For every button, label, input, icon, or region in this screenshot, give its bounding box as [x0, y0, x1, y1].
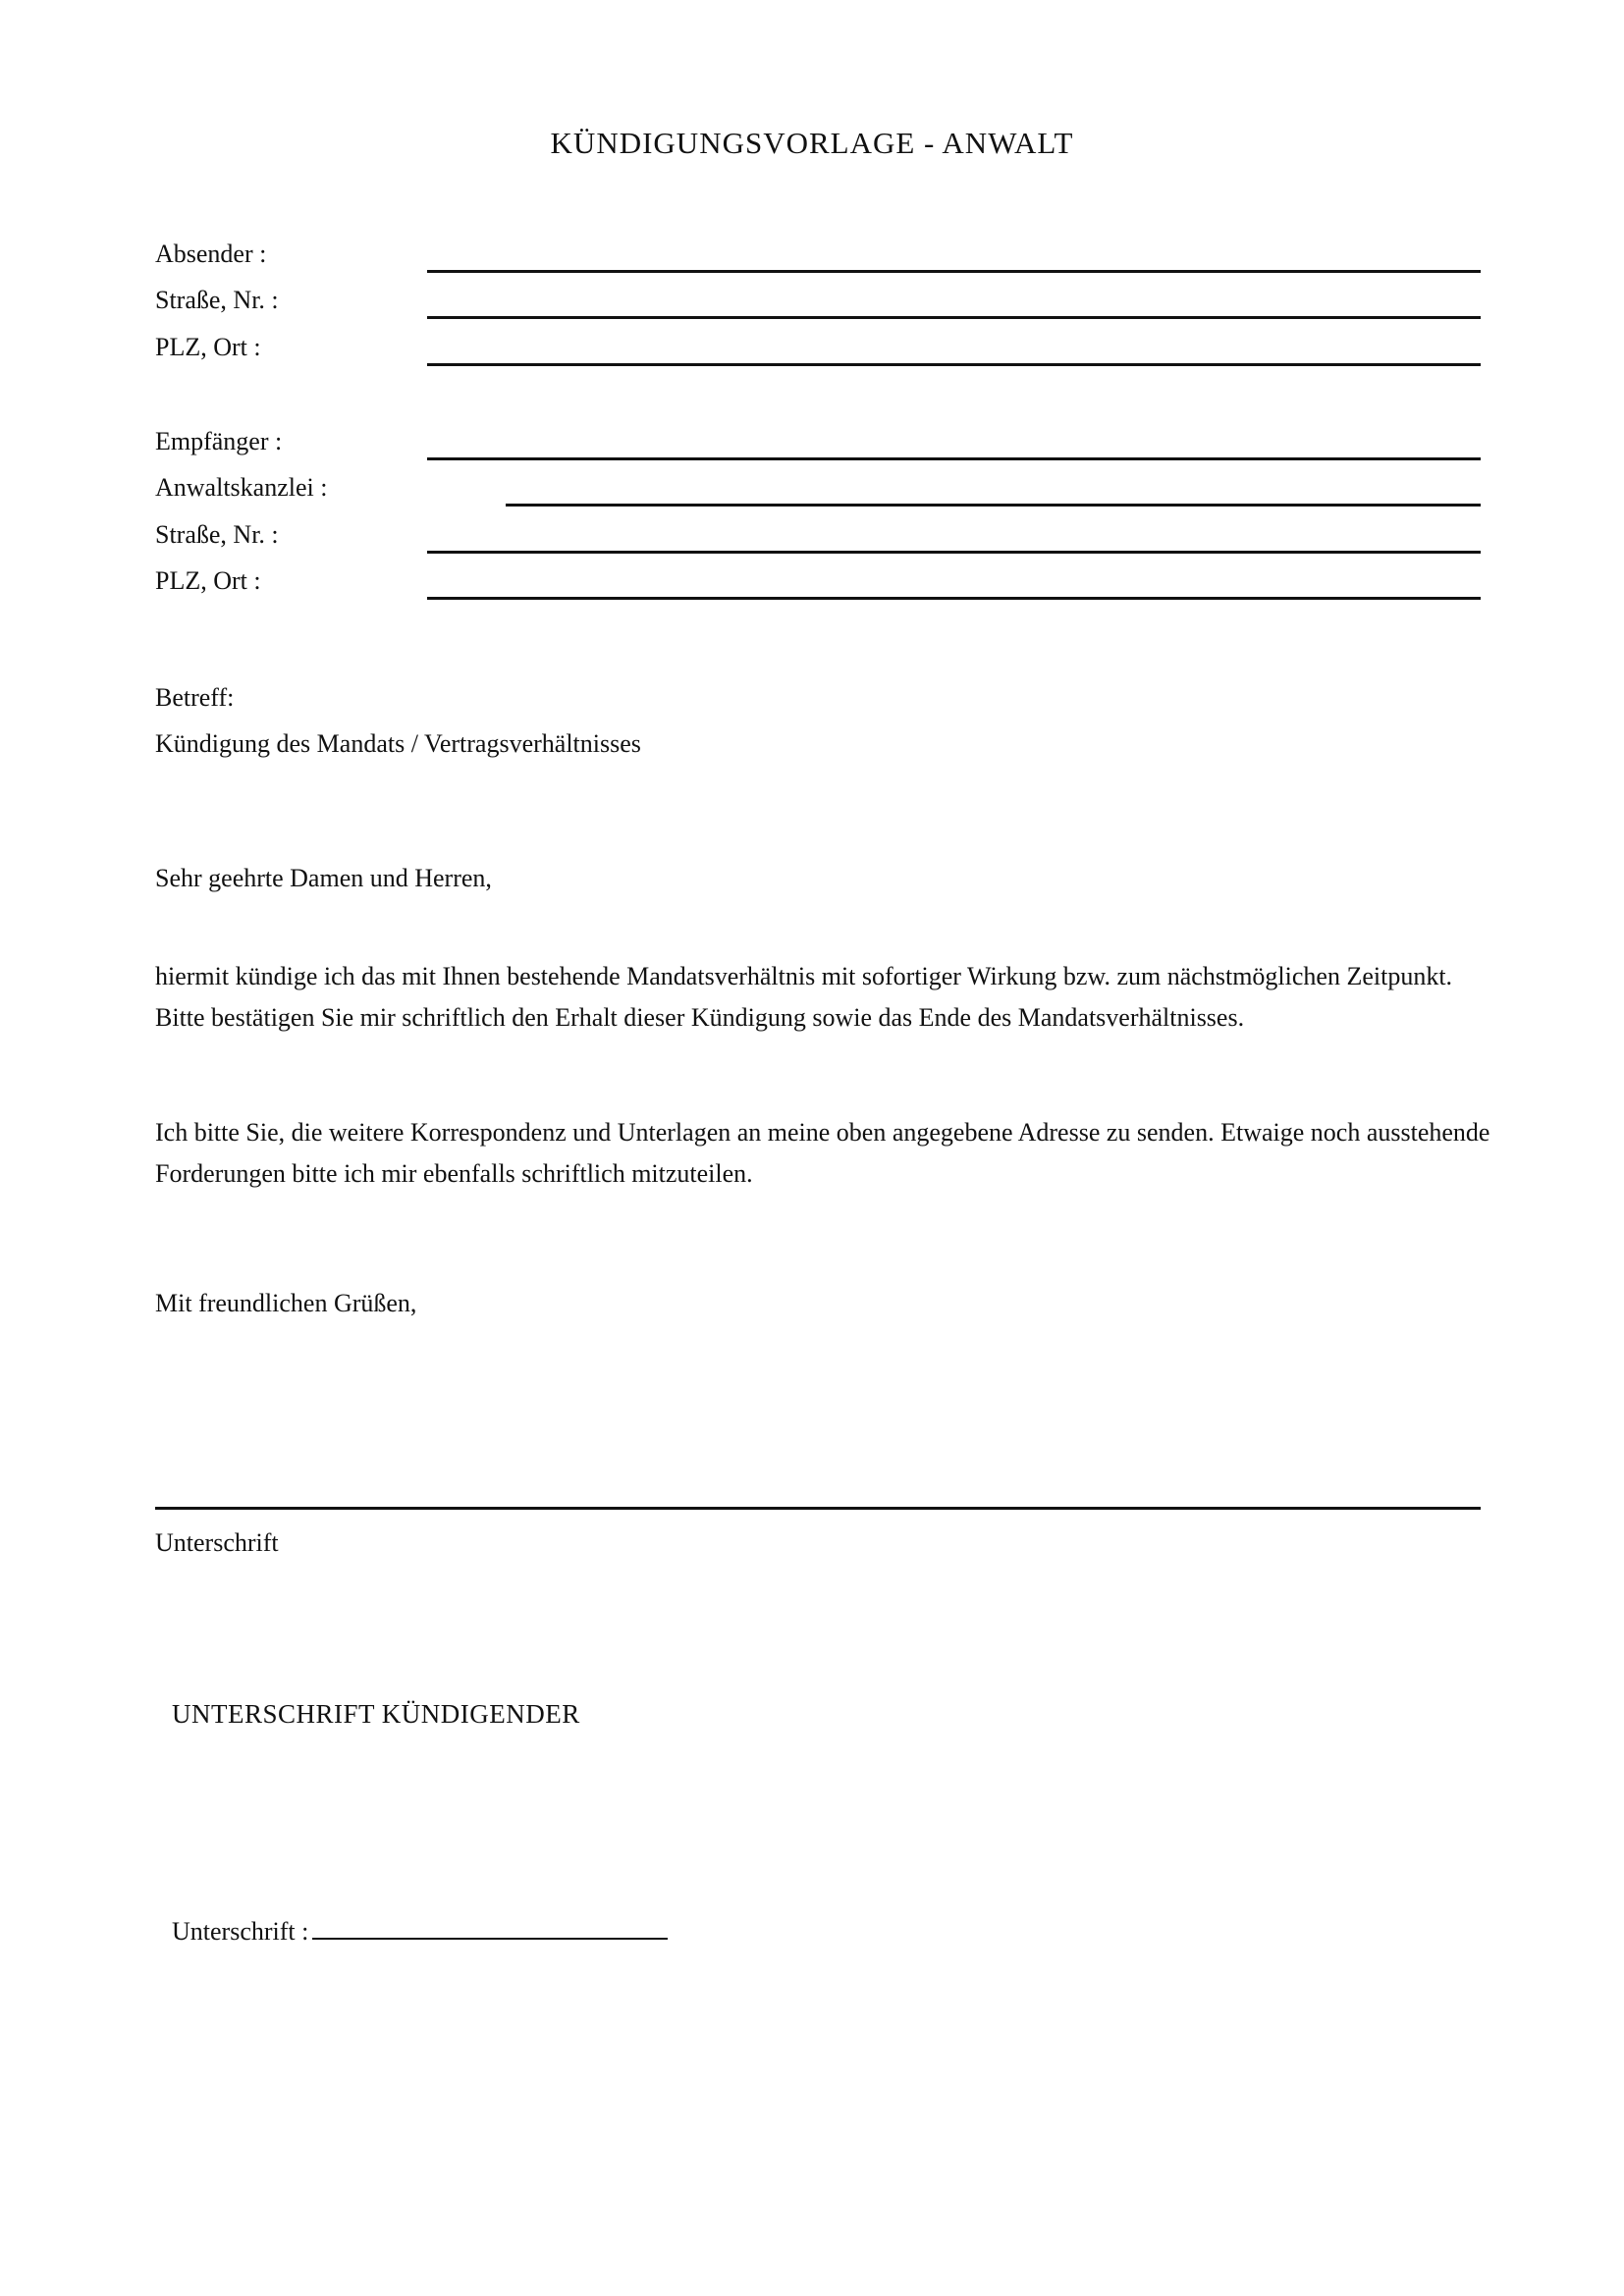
salutation: Sehr geehrte Damen und Herren, [155, 864, 492, 892]
body-paragraph: hiermit kündige ich das mit Ihnen bestehende Mandatsverhältnis mit sofortiger Wirkung bzw. zum nächstmöglichen Zeitpunkt. Bitte bestätigen Sie mir schriftlich den Erhalt dieser Kündigung sowie das Ende des Mandatsverhältnisses. [155, 962, 1453, 1032]
signer-signature-row [172, 1916, 668, 1947]
sender-city-field[interactable] [427, 363, 1481, 366]
recipient-firm-field[interactable] [506, 504, 1481, 507]
sender-name-label: Absender : [155, 240, 267, 268]
recipient-city-field[interactable] [427, 597, 1481, 600]
recipient-firm-label: Anwaltskanzlei : [155, 473, 328, 502]
signer-signature-field[interactable] [312, 1916, 668, 1940]
signature-caption: Unterschrift [155, 1528, 279, 1557]
signer-signature-label: Unterschrift : [172, 1917, 309, 1946]
recipient-name-field[interactable] [427, 457, 1481, 460]
sender-street-field[interactable] [427, 316, 1481, 319]
recipient-city-label: PLZ, Ort : [155, 566, 261, 595]
signature-line[interactable] [155, 1507, 1481, 1510]
recipient-street-field[interactable] [427, 551, 1481, 554]
recipient-name-label: Empfänger : [155, 427, 283, 455]
subject-label: Betreff: [155, 683, 235, 712]
sender-name-field[interactable] [427, 270, 1481, 273]
body-paragraph: Ich bitte Sie, die weitere Korrespondenz und Unterlagen an meine oben angegebene Adresse zu senden. Etwaige noch ausstehende Forderungen bitte ich mir ebenfalls schriftlich mitzuteilen. [155, 1118, 1490, 1188]
sender-city-label: PLZ, Ort : [155, 333, 261, 361]
closing: Mit freundlichen Grüßen, [155, 1289, 417, 1317]
recipient-street-label: Straße, Nr. : [155, 520, 279, 549]
signer-section-heading: UNTERSCHRIFT KÜNDIGENDER [172, 1699, 580, 1729]
sender-street-label: Straße, Nr. : [155, 286, 279, 314]
document-title: KÜNDIGUNGSVORLAGE - ANWALT [550, 126, 1074, 160]
subject-text: Kündigung des Mandats / Vertragsverhältnisses [155, 729, 641, 758]
